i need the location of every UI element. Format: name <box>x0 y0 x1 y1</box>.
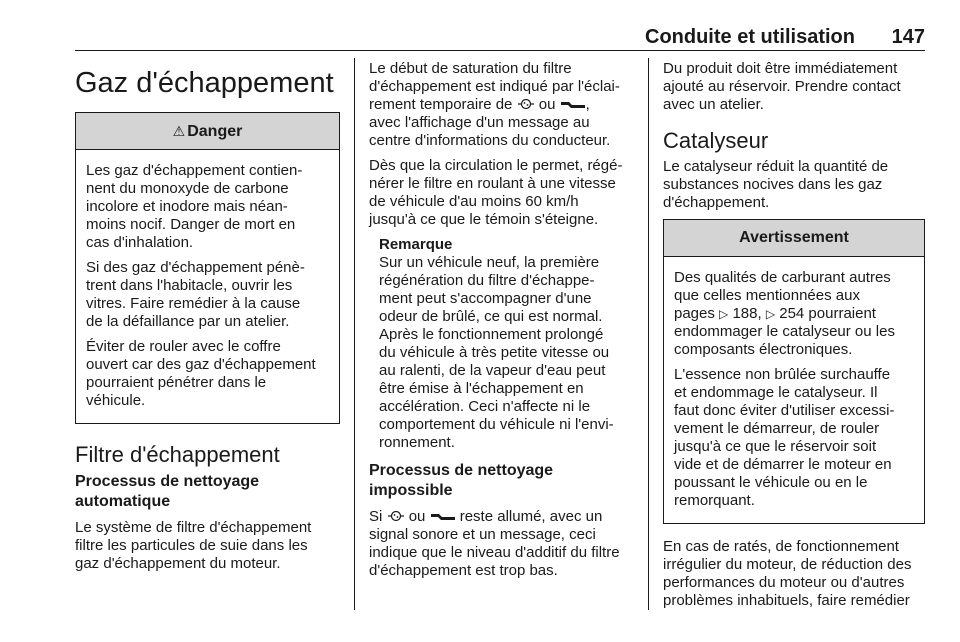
page-number: 147 <box>891 26 925 48</box>
warning-triangle-icon: ⚠ <box>172 123 186 139</box>
danger-paragraph-3: Éviter de rouler avec le coffre ouvert car des gaz d'échappement pourraient pénétrer dans le véhicule. <box>86 338 316 409</box>
paragraph-regeneration: Dès que la circulation le permet, régé- nérer le filtre en roulant à une vitesse de véhicule d'au moins 60 km/h jusqu'à ce que le témoin s'éteigne. <box>369 157 623 228</box>
section-title: Conduite et utilisation <box>645 26 855 48</box>
column-3 <box>663 60 925 617</box>
warning-box <box>663 219 925 524</box>
paragraph-catalyst: Le catalyseur réduit la quantité de substances nocives dans les gaz d'échappement. <box>663 158 889 211</box>
page-link-188[interactable]: 188, <box>732 305 762 322</box>
heading-auto-cleaning: Processus de nettoyage automatique <box>75 473 260 510</box>
header-divider <box>75 50 925 51</box>
warning-paragraph-1: Des qualités de carburant autres que celles mentionnées aux pages ▷ 188, ▷ 254 pourraient endommager le catalyseur ou les composants électroniques. <box>674 269 895 358</box>
paragraph-additive: Si ou reste allumé, avec un signal sonore et un message, ceci indique que le niveau d'additif du filtre d'échappement est trop bas. <box>369 508 620 579</box>
paragraph-add-product: Du produit doit être immédiatement ajouté au réservoir. Prendre contact avec un atelier. <box>663 60 901 113</box>
remarque-title: Remarque <box>379 236 453 253</box>
paragraph-misfire: En cas de ratés, de fonctionnement irrégulier du moteur, de réduction des performances du moteur ou d'autres problèmes inhabituels, faire remédier <box>663 538 912 609</box>
warning-paragraph-2: L'essence non brûlée surchauffe et endommage le catalyseur. Il faut donc éviter d'utiliser excessi- vement le démarreur, de rouler jusqu'à ce que le réservoir soit vide et de démarrer le moteur en poussant le véhicule ou en le remorquant. <box>674 366 895 509</box>
page-header <box>75 26 925 50</box>
danger-header <box>76 113 339 150</box>
column-divider-2 <box>648 58 649 610</box>
danger-label: Danger <box>187 123 243 140</box>
danger-box <box>75 112 340 424</box>
warning-header: Avertissement <box>664 220 924 257</box>
exhaust-pipe-icon <box>560 99 586 111</box>
page-ref-arrow-icon: ▷ <box>719 307 729 321</box>
column-1 <box>75 60 340 580</box>
heading-cleaning-impossible: Processus de nettoyage impossible <box>369 462 554 499</box>
heading-catalyst: Catalyseur <box>663 128 769 153</box>
paragraph-auto-cleaning: Le système de filtre d'échappement filtre les particules de suie dans les gaz d'échappement du moteur. <box>75 519 312 572</box>
danger-paragraph-2: Si des gaz d'échappement pénè- trent dans l'habitacle, ouvrir les vitres. Faire remédier à la cause de la défaillance par un atelier. <box>86 259 305 330</box>
heading-filter: Filtre d'échappement <box>75 442 280 467</box>
exhaust-filter-icon <box>517 97 535 111</box>
page-ref-arrow-icon: ▷ <box>765 307 776 321</box>
exhaust-pipe-icon <box>430 511 456 523</box>
page-link-254[interactable]: 254 pourraient <box>779 305 876 322</box>
exhaust-filter-icon <box>387 509 405 523</box>
paragraph-saturation: Le début de saturation du filtre d'échappement est indiqué par l'éclai- rement temporaire de ou , avec l'affichage d'un message au centre d'informations du conducteur. <box>369 60 620 149</box>
remarque-note: Remarque Sur un véhicule neuf, la première régénération du filtre d'échappe- ment peut s'accompagner d'une odeur de brûlé, ce qui est normal. Après le fonctionnement prolongé du véhicule à très petite vitesse ou au ralenti, de la vapeur d'eau peut être émise à l'échappement en accélération. Ceci n'affecte ni le comportement du véhicule ni l'envi- ronnement. <box>369 236 634 452</box>
column-2 <box>369 60 634 587</box>
column-divider-1 <box>354 58 355 610</box>
heading-exhaust: Gaz d'échappement <box>75 67 334 99</box>
danger-paragraph-1: Les gaz d'échappement contien- nent du monoxyde de carbone incolore et inodore mais néan- moins nocif. Danger de mort en cas d'inhalation. <box>86 162 303 251</box>
